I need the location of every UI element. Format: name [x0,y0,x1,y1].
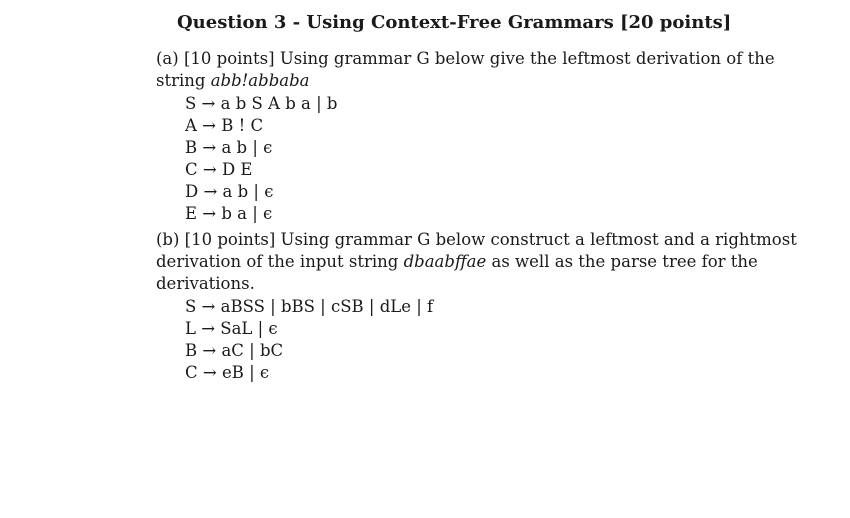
grammar-rule: A → B ! C [185,116,264,135]
grammar-rule: L → SaL | ϵ [185,319,278,338]
part-b-prompt-prefix: derivation of the input string [156,252,404,271]
question-title: Question 3 - Using Context-Free Grammars [20 points] [177,12,732,33]
grammar-rule: S → aBSS | bBS | cSB | dLe | f [185,297,434,316]
part-b-prompt [156,229,797,295]
part-a-prompt-line-2 [156,70,754,92]
part-a-prompt [156,48,775,92]
part-b-prompt-line-3: derivations. [156,274,255,293]
grammar-rule: B → aC | bC [185,341,284,360]
part-a-prompt-line-1: (a) [10 points] Using grammar G below give the leftmost derivation of the [156,49,775,68]
grammar-rule: B → a b | ϵ [185,138,273,157]
grammar-rule: S → a b S A b a | b [185,94,338,113]
part-a-grammar [185,93,337,225]
part-b-prompt-suffix: as well as the parse tree for the [486,252,758,271]
grammar-rule: D → a b | ϵ [185,182,274,201]
part-a-prompt-prefix: string [156,71,211,90]
part-b-grammar [185,296,433,384]
part-a-input-string: abb!abbaba [210,71,310,90]
grammar-rule: C → D E [185,160,253,179]
part-b-prompt-line-1: (b) [10 points] Using grammar G below construct a leftmost and a rightmost [156,230,797,249]
grammar-rule: C → eB | ϵ [185,363,270,382]
part-b-input-string: dbaabffae [403,252,487,271]
grammar-rule: E → b a | ϵ [185,204,273,223]
part-b-prompt-line-2 [156,251,758,273]
